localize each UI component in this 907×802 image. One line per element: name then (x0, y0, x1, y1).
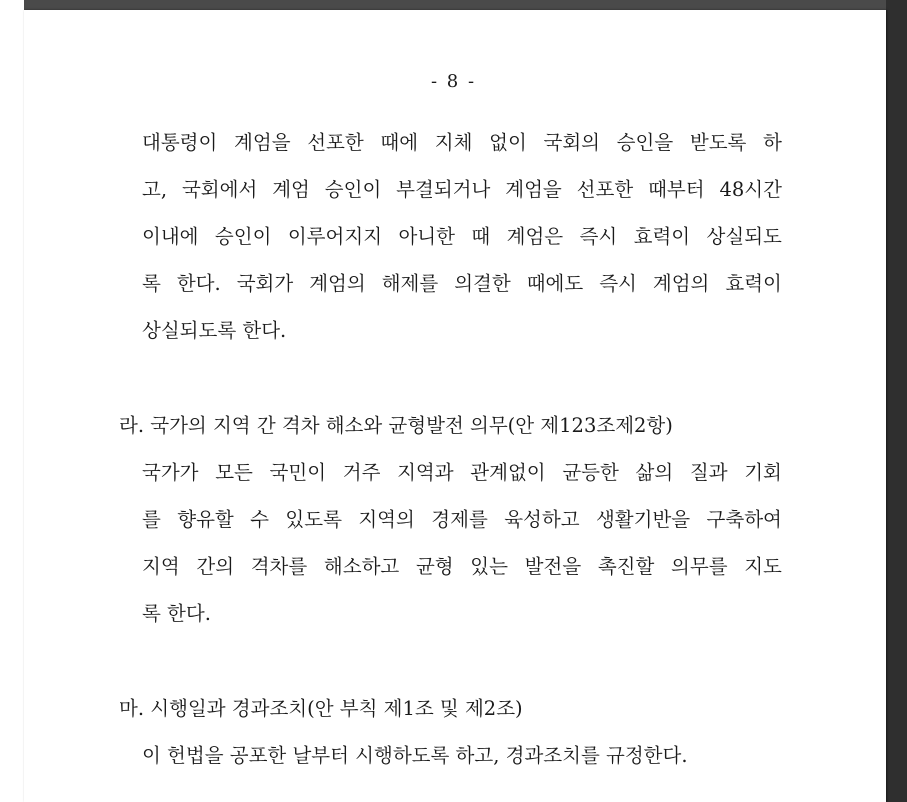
section-ra-line-2 (142, 504, 782, 532)
word: 지체 (434, 131, 473, 154)
word: 아니한 (398, 225, 455, 248)
word: 계엄 (272, 178, 310, 201)
section-ma-heading: 마. 시행일과 경과조치(안 부칙 제1조 및 제2조) (119, 697, 523, 720)
word: 질과 (689, 461, 728, 484)
word: 육성하고 (504, 508, 580, 531)
word: 계엄의 (652, 272, 710, 295)
viewer-right-scroll-area[interactable] (886, 0, 907, 802)
p1-line-3 (142, 221, 782, 249)
word: 지역의 (358, 508, 415, 531)
section-ra-line-4: 록 한다. (142, 602, 211, 625)
p1-line-2 (142, 174, 782, 202)
word: 의결한 (454, 272, 511, 295)
page-number: - 8 - (430, 71, 477, 92)
word: 이루어지지 (287, 225, 383, 248)
word: 삶의 (635, 461, 674, 484)
word: 의무를 (671, 555, 728, 578)
word: 즉시 (599, 272, 637, 295)
word: 받도록 (689, 131, 747, 154)
word: 상실되도 (706, 225, 782, 248)
section-ra-heading: 라. 국가의 지역 간 격차 해소와 균형발전 의무(안 제123조제2항) (119, 414, 673, 437)
word: 효력이 (725, 272, 782, 295)
word: 발전을 (524, 555, 582, 578)
word: 를 (142, 508, 161, 531)
word: 국회의 (543, 131, 600, 154)
word: 관계없이 (470, 461, 546, 484)
word: 해소하고 (323, 555, 400, 578)
word: 계엄의 (309, 272, 366, 295)
word: 국회에서 (181, 178, 258, 201)
word: 없이 (489, 131, 527, 154)
section-ra-line-3 (142, 551, 782, 579)
word: 하 (763, 131, 782, 154)
word: 대통령이 (142, 131, 218, 154)
word: 계엄을 (234, 131, 291, 154)
word: 선포한 (307, 131, 364, 154)
word: 48시간 (719, 178, 782, 201)
viewer-left-margin (0, 0, 24, 802)
word: 균형 (415, 555, 454, 578)
word: 있도록 (285, 508, 342, 531)
word: 생활기반을 (595, 508, 691, 531)
word: 국가가 (142, 461, 199, 484)
p1-line-5: 상실되도록 한다. (142, 319, 287, 342)
word: 격차를 (250, 555, 308, 578)
word: 균등한 (562, 461, 619, 484)
word: 국회가 (236, 272, 294, 295)
word: 승인을 (616, 131, 674, 154)
word: 수 (250, 508, 270, 531)
word: 고, (142, 178, 168, 201)
word: 간의 (196, 555, 235, 578)
section-ra-line-1 (142, 457, 782, 485)
word: 계엄은 (506, 225, 564, 248)
word: 촉진할 (597, 555, 655, 578)
word: 즉시 (579, 225, 618, 248)
word: 한다. (176, 272, 221, 295)
word: 승인이 (214, 225, 272, 248)
word: 때 (471, 225, 491, 248)
word: 효력이 (633, 225, 691, 248)
word: 계엄을 (505, 178, 562, 201)
word: 부결되거나 (396, 178, 491, 201)
word: 경제를 (431, 508, 488, 531)
word: 있는 (470, 555, 508, 578)
word: 모든 (215, 461, 253, 484)
word: 때부터 (648, 178, 705, 201)
word: 향유할 (177, 508, 234, 531)
word: 때에 (380, 131, 419, 154)
word: 때에도 (526, 272, 584, 295)
word: 지도 (744, 555, 782, 578)
section-ma-line-1: 이 헌법을 공포한 날부터 시행하도록 하고, 경과조치를 규정한다. (142, 744, 688, 767)
word: 기회 (744, 461, 782, 484)
word: 거주 (342, 461, 381, 484)
p1-line-4 (142, 268, 782, 296)
word: 해제를 (381, 272, 439, 295)
word: 지역과 (397, 461, 454, 484)
word: 이내에 (142, 225, 199, 248)
p1-line-1 (142, 127, 782, 155)
word: 구축하여 (706, 508, 782, 531)
word: 국민이 (269, 461, 327, 484)
word: 승인이 (324, 178, 382, 201)
word: 지역 (142, 555, 180, 578)
word: 록 (142, 272, 161, 295)
word: 선포한 (576, 178, 634, 201)
